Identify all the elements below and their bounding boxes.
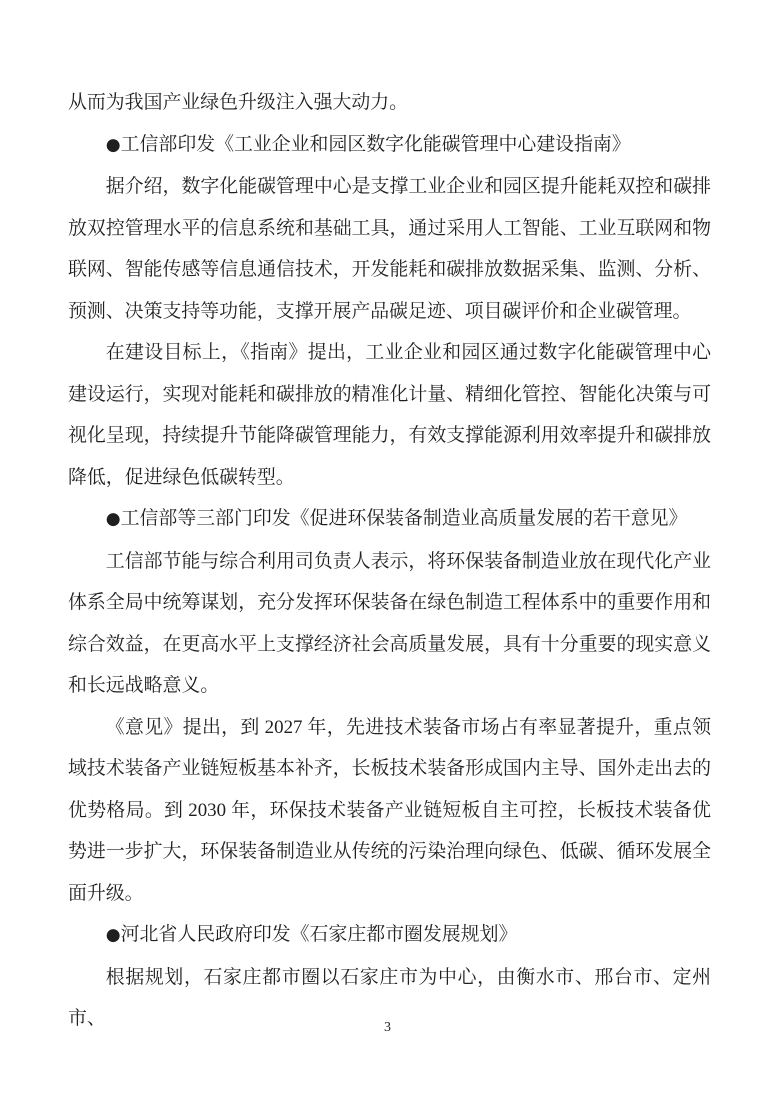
body-paragraph: 《意见》提出，到 2027 年，先进技术装备市场占有率显著提升，重点领域技术装备产业链短板基本补齐，长板技术装备形成国内主导、国外走出去的优势格局。到 2030 年，环保技术装备产业链短板自主可控，长板技术装备优势进一步扩大，环保装备制造业从传统的污染治理向绿色、低碳、循环发展全面升级。 bbox=[68, 716, 711, 904]
bullet-icon: ● bbox=[105, 134, 121, 155]
body-paragraph: 工信部节能与综合利用司负责人表示，将环保装备制造业放在现代化产业体系全局中统筹谋划，充分发挥环保装备在绿色制造工程体系中的重要作用和综合效益，在更高水平上支撑经济社会高质量发展，具有十分重要的现实意义和长远战略意义。 bbox=[68, 550, 711, 696]
body-paragraph: 在建设目标上，《指南》提出，工业企业和园区通过数字化能碳管理中心建设运行，实现对能耗和碳排放的精准化计量、精细化管控、智能化决策与可视化呈现，持续提升节能降碳管理能力，有效支撑能源利用效率提升和碳排放降低，促进绿色低碳转型。 bbox=[68, 342, 711, 488]
bullet-heading: ●工信部等三部门印发《促进环保装备制造业高质量发展的若干意见》 bbox=[105, 508, 688, 529]
body-paragraph: 据介绍，数字化能碳管理中心是支撑工业企业和园区提升能耗双控和碳排放双控管理水平的信息系统和基础工具，通过采用人工智能、工业互联网和物联网、智能传感等信息通信技术，开发能耗和碳排放数据采集、监测、分析、预测、决策支持等功能，支撑开展产品碳足迹、项目碳评价和企业碳管理。 bbox=[68, 176, 711, 322]
body-paragraph: 从而为我国产业绿色升级注入强大动力。 bbox=[68, 92, 409, 113]
body-paragraph: 根据规划，石家庄都市圈以石家庄市为中心，由衡水市、邢台市、定州市、 bbox=[68, 966, 711, 1029]
page-number: 3 bbox=[384, 1020, 391, 1035]
document-body bbox=[68, 82, 711, 1040]
page-footer bbox=[0, 1018, 775, 1038]
bullet-heading: ●工信部印发《工业企业和园区数字化能碳管理中心建设指南》 bbox=[105, 133, 631, 155]
bullet-icon: ● bbox=[105, 925, 121, 945]
bullet-icon: ● bbox=[105, 509, 121, 529]
bullet-heading: ●河北省人民政府印发《石家庄都市圈发展规划》 bbox=[105, 924, 518, 945]
